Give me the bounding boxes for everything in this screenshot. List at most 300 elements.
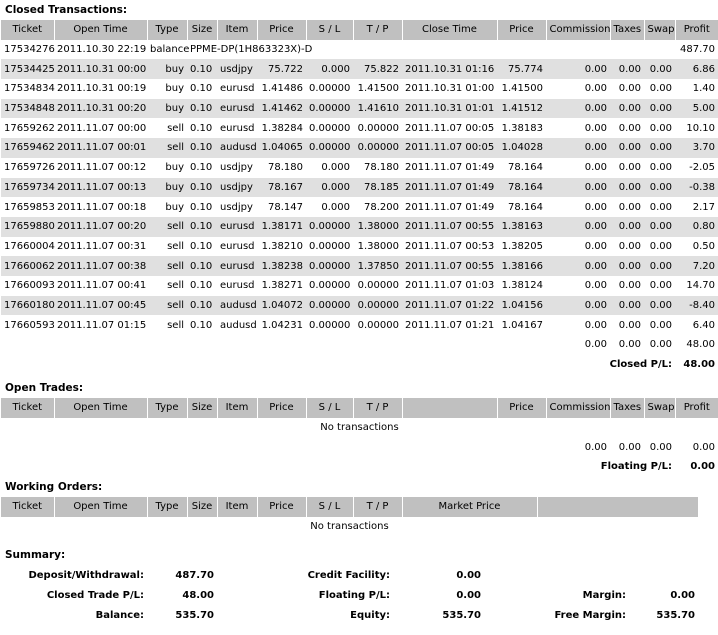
- table-row: [1, 217, 718, 237]
- equity-value: 535.70: [442, 610, 481, 621]
- data-cell: 1.40: [692, 83, 715, 95]
- data-cell: 3.70: [675, 138, 718, 158]
- data-cell: 0.00: [618, 280, 641, 292]
- data-cell: 0.00000: [353, 296, 402, 316]
- total-swap: 0.00: [649, 339, 672, 351]
- data-cell: 0.00: [644, 178, 675, 198]
- data-cell: 0.10: [187, 217, 217, 237]
- data-cell: 1.37850: [353, 256, 402, 276]
- data-cell: 0.00: [610, 296, 644, 316]
- closed-trade-pl-value: 48.00: [182, 590, 214, 601]
- summary-table: [1, 566, 698, 626]
- column-header: Open Time: [54, 398, 147, 418]
- data-cell: 1.41512: [497, 99, 546, 119]
- free-margin-value: 535.70: [656, 610, 695, 621]
- data-cell: 0.10: [190, 240, 213, 252]
- data-cell: 0.10: [187, 178, 217, 198]
- data-cell: 0.00: [644, 99, 675, 119]
- data-cell: 2011.11.07 01:03: [405, 280, 495, 292]
- data-cell: buy: [165, 162, 184, 174]
- data-cell: 0.00: [618, 319, 641, 331]
- table-row: [1, 99, 718, 119]
- data-cell: usdjpy: [220, 162, 253, 174]
- data-cell: 2011.11.07 00:55: [402, 217, 497, 237]
- floating-pl-row: [1, 457, 718, 477]
- working-orders-title: Working Orders:: [5, 481, 103, 493]
- data-cell: 0.00: [649, 240, 672, 252]
- data-cell: 0.00: [546, 178, 610, 198]
- data-cell: 1.41486: [261, 83, 303, 95]
- data-cell: eurusd: [220, 240, 255, 252]
- data-cell: 6.86: [675, 59, 718, 79]
- comment-cell: PPME-DP(1H863323X)-D: [190, 44, 313, 56]
- column-header: Profit: [675, 20, 718, 40]
- data-cell: 0.00: [649, 83, 672, 95]
- data-cell: 0.10: [190, 162, 213, 174]
- data-cell: 0.00: [644, 138, 675, 158]
- data-cell: 0.50: [692, 240, 715, 252]
- summary-empty-cell: [484, 566, 629, 586]
- closed-totals-row: [1, 335, 718, 355]
- data-cell: 0.00: [610, 138, 644, 158]
- data-cell: 2011.10.31 00:20: [54, 99, 147, 119]
- table-row: [1, 237, 718, 257]
- data-cell: buy: [165, 201, 184, 213]
- data-cell: 0.00: [610, 217, 644, 237]
- data-cell: 0.00: [584, 280, 607, 292]
- data-cell: usdjpy: [220, 201, 253, 213]
- column-header: Price: [497, 20, 546, 40]
- data-cell: 2011.10.31 00:19: [57, 83, 147, 95]
- open-trades-title: Open Trades:: [5, 382, 84, 394]
- margin-value: 0.00: [670, 590, 695, 601]
- data-cell: 0.00: [644, 256, 675, 276]
- column-header: Market Price: [402, 497, 537, 517]
- data-cell: 0.00000: [309, 240, 351, 252]
- data-cell: 17660093: [4, 280, 55, 292]
- table-row: [1, 315, 718, 335]
- data-cell: 0.00000: [306, 296, 353, 316]
- data-cell: 0.00: [649, 201, 672, 213]
- data-cell: 17659726: [4, 162, 55, 174]
- total-commission: 0.00: [584, 441, 607, 453]
- data-cell: 0.00: [584, 240, 607, 252]
- data-cell: sell: [147, 256, 187, 276]
- data-cell: 0.00: [584, 162, 607, 174]
- data-cell: 17659262: [4, 122, 55, 134]
- data-cell: 0.00: [644, 296, 675, 316]
- data-cell: eurusd: [217, 256, 257, 276]
- data-cell: 0.000: [321, 162, 350, 174]
- data-cell: 0.00: [649, 122, 672, 134]
- total-taxes: 0.00: [618, 441, 641, 453]
- column-header: Ticket: [1, 20, 54, 40]
- data-cell: 0.00: [644, 217, 675, 237]
- data-cell: 0.10: [190, 83, 213, 95]
- data-cell: eurusd: [220, 83, 255, 95]
- ticket-cell: 17534276: [4, 44, 55, 56]
- column-header: S / L: [306, 497, 353, 517]
- column-header: Item: [217, 497, 257, 517]
- data-cell: 2011.11.07 00:18: [57, 201, 147, 213]
- data-cell: 2011.11.07 00:13: [54, 178, 147, 198]
- data-cell: 1.04167: [501, 319, 543, 331]
- data-cell: 1.38163: [497, 217, 546, 237]
- column-header: Close Time: [402, 20, 497, 40]
- data-cell: 78.164: [508, 201, 543, 213]
- data-cell: 2011.11.07 00:53: [405, 240, 495, 252]
- data-cell: buy: [147, 99, 187, 119]
- table-row: [1, 296, 718, 316]
- data-cell: 2011.11.07 01:49: [405, 162, 495, 174]
- table-row: [1, 158, 718, 178]
- data-cell: 0.10: [190, 319, 213, 331]
- data-cell: 0.10: [187, 256, 217, 276]
- table-row: [1, 178, 718, 198]
- data-cell: 78.200: [364, 201, 399, 213]
- column-header: Type: [147, 20, 187, 40]
- data-cell: 0.00: [644, 59, 675, 79]
- deposit-label: Deposit/Withdrawal:: [28, 570, 144, 581]
- data-cell: 2011.11.07 01:21: [405, 319, 495, 331]
- data-cell: 1.41500: [357, 83, 399, 95]
- table-row: [1, 256, 718, 276]
- data-cell: 2011.11.07 01:22: [402, 296, 497, 316]
- data-cell: 1.38166: [497, 256, 546, 276]
- data-cell: 7.20: [675, 256, 718, 276]
- data-cell: 2011.11.07 00:05: [405, 122, 495, 134]
- data-cell: 1.38000: [353, 217, 402, 237]
- data-cell: 0.00000: [353, 138, 402, 158]
- closed-pl-row: [1, 355, 718, 375]
- data-cell: buy: [147, 59, 187, 79]
- data-cell: buy: [165, 83, 184, 95]
- data-cell: 0.00: [584, 122, 607, 134]
- data-cell: 0.10: [187, 99, 217, 119]
- type-cell: balance: [150, 44, 190, 56]
- data-cell: 1.04231: [261, 319, 303, 331]
- open-time-cell: 2011.10.30 22:19: [57, 44, 147, 56]
- table-row: [1, 138, 718, 158]
- data-cell: 2011.11.07 00:38: [54, 256, 147, 276]
- data-cell: 2011.11.07 00:20: [54, 217, 147, 237]
- closed-pl-label: Closed P/L:: [609, 359, 672, 371]
- column-header: Swap: [644, 20, 675, 40]
- summary-empty-cell: [629, 566, 698, 586]
- data-cell: audusd: [220, 319, 257, 331]
- data-cell: 17534834: [4, 83, 55, 95]
- data-cell: 0.000: [306, 178, 353, 198]
- data-cell: 0.00: [649, 162, 672, 174]
- data-cell: 17659462: [1, 138, 54, 158]
- no-transactions-text: No transactions: [320, 422, 399, 434]
- open-totals-row: [1, 437, 718, 457]
- data-cell: 2011.11.07 00:41: [57, 280, 147, 292]
- data-cell: 0.00: [618, 122, 641, 134]
- data-cell: 0.00000: [309, 319, 351, 331]
- data-cell: 0.00000: [306, 256, 353, 276]
- data-cell: 0.000: [321, 201, 350, 213]
- closed-trade-pl-label: Closed Trade P/L:: [46, 590, 144, 601]
- data-cell: usdjpy: [217, 178, 257, 198]
- data-cell: 0.00: [649, 319, 672, 331]
- column-header: Taxes: [610, 398, 644, 418]
- data-cell: 78.164: [508, 162, 543, 174]
- table-row: [1, 59, 718, 79]
- data-cell: 0.00: [546, 256, 610, 276]
- data-cell: 17659880: [1, 217, 54, 237]
- data-cell: 0.10: [190, 280, 213, 292]
- data-cell: 2011.11.07 01:49: [402, 178, 497, 198]
- data-cell: 0.00: [584, 83, 607, 95]
- data-cell: 0.10: [187, 296, 217, 316]
- data-cell: 0.10: [190, 201, 213, 213]
- data-cell: 1.04072: [257, 296, 306, 316]
- summary-floating-pl-label: Floating P/L:: [318, 590, 390, 601]
- data-cell: 0.00: [610, 59, 644, 79]
- column-header: Commission: [546, 20, 610, 40]
- summary-title: Summary:: [5, 549, 66, 561]
- column-header: Taxes: [610, 20, 644, 40]
- data-cell: usdjpy: [217, 59, 257, 79]
- data-cell: 0.00: [584, 319, 607, 331]
- data-cell: 0.10: [187, 59, 217, 79]
- column-header: Price: [257, 20, 306, 40]
- column-header: Size: [187, 398, 217, 418]
- data-cell: -8.40: [675, 296, 718, 316]
- data-cell: 1.38210: [261, 240, 303, 252]
- table-header-row: [1, 497, 698, 517]
- data-cell: 5.00: [675, 99, 718, 119]
- column-header: S / L: [306, 20, 353, 40]
- data-cell: 1.41462: [257, 99, 306, 119]
- data-cell: buy: [147, 178, 187, 198]
- data-cell: audusd: [217, 138, 257, 158]
- data-cell: 0.00: [610, 99, 644, 119]
- data-cell: 2011.11.07 00:31: [57, 240, 147, 252]
- data-cell: sell: [147, 217, 187, 237]
- column-header: T / P: [353, 20, 402, 40]
- empty-row: [1, 418, 718, 438]
- table-row: [1, 197, 718, 217]
- data-cell: 0.00: [546, 99, 610, 119]
- credit-facility-value: 0.00: [456, 570, 481, 581]
- profit-cell: 487.70: [680, 44, 715, 56]
- table-row: [1, 118, 718, 138]
- data-cell: 17534848: [1, 99, 54, 119]
- data-cell: sell: [167, 240, 184, 252]
- total-profit: 48.00: [686, 339, 715, 351]
- data-cell: 0.00: [618, 83, 641, 95]
- data-cell: 2011.11.07 01:49: [405, 201, 495, 213]
- data-cell: sell: [167, 122, 184, 134]
- total-swap: 0.00: [649, 441, 672, 453]
- data-cell: 0.00000: [357, 319, 399, 331]
- data-cell: 0.00000: [309, 83, 351, 95]
- data-cell: 0.00000: [306, 99, 353, 119]
- data-cell: 2011.11.07 00:05: [402, 138, 497, 158]
- total-commission: 0.00: [584, 339, 607, 351]
- data-cell: 17660180: [1, 296, 54, 316]
- data-cell: sell: [167, 319, 184, 331]
- column-header: [402, 398, 497, 418]
- data-cell: eurusd: [220, 280, 255, 292]
- data-cell: 17534425: [1, 59, 54, 79]
- data-cell: 1.04065: [257, 138, 306, 158]
- closed-transactions-table: [1, 20, 718, 374]
- margin-label: Margin:: [582, 590, 626, 601]
- data-cell: -0.38: [675, 178, 718, 198]
- column-header: Profit: [675, 398, 718, 418]
- data-cell: 0.00000: [309, 280, 351, 292]
- data-cell: 17660593: [4, 319, 55, 331]
- column-header: Price: [257, 497, 306, 517]
- data-cell: 2011.11.07 00:12: [57, 162, 147, 174]
- data-cell: 0.000: [306, 59, 353, 79]
- data-cell: 0.00000: [309, 122, 351, 134]
- data-cell: 17660004: [4, 240, 55, 252]
- column-header: [537, 497, 698, 517]
- data-cell: 78.147: [268, 201, 303, 213]
- data-cell: 0.10: [187, 138, 217, 158]
- table-row: [1, 276, 718, 296]
- data-cell: 2011.11.07 00:45: [54, 296, 147, 316]
- data-cell: 2011.11.07 01:15: [57, 319, 147, 331]
- data-cell: 0.00: [618, 201, 641, 213]
- data-cell: 78.180: [268, 162, 303, 174]
- balance-label: Balance:: [95, 610, 144, 621]
- data-cell: 0.00000: [306, 217, 353, 237]
- data-cell: 0.00: [610, 256, 644, 276]
- data-cell: 2011.11.07 00:00: [57, 122, 147, 134]
- column-header: Ticket: [1, 497, 54, 517]
- table-header-row: [1, 20, 718, 40]
- data-cell: eurusd: [217, 99, 257, 119]
- deposit-value: 487.70: [175, 570, 214, 581]
- column-header: Size: [187, 20, 217, 40]
- data-cell: 0.00: [610, 178, 644, 198]
- data-cell: 0.00: [649, 280, 672, 292]
- data-cell: 14.70: [686, 280, 715, 292]
- data-cell: 0.00: [546, 296, 610, 316]
- table-row: [1, 40, 718, 60]
- data-cell: 1.41500: [501, 83, 543, 95]
- data-cell: 0.10: [190, 122, 213, 134]
- data-cell: -2.05: [689, 162, 715, 174]
- table-header-row: [1, 398, 718, 418]
- data-cell: 1.41610: [353, 99, 402, 119]
- data-cell: 1.38124: [501, 280, 543, 292]
- data-cell: 2011.10.31 01:16: [402, 59, 497, 79]
- data-cell: 75.774: [497, 59, 546, 79]
- data-cell: 2011.10.31 01:00: [405, 83, 495, 95]
- column-header: Type: [147, 497, 187, 517]
- data-cell: 0.00000: [357, 280, 399, 292]
- data-cell: 0.00000: [357, 122, 399, 134]
- data-cell: sell: [147, 296, 187, 316]
- table-row: [1, 79, 718, 99]
- data-cell: 1.38238: [257, 256, 306, 276]
- data-cell: 2011.10.31 01:01: [402, 99, 497, 119]
- data-cell: 2011.10.31 00:00: [54, 59, 147, 79]
- data-cell: eurusd: [220, 122, 255, 134]
- open-trades-table: [1, 398, 718, 477]
- data-cell: 1.04028: [497, 138, 546, 158]
- floating-pl-value: 0.00: [690, 461, 715, 473]
- data-cell: 6.40: [692, 319, 715, 331]
- floating-pl-label: Floating P/L:: [600, 461, 672, 473]
- equity-label: Equity:: [350, 610, 390, 621]
- column-header: Item: [217, 398, 257, 418]
- data-cell: 0.00: [584, 201, 607, 213]
- no-transactions-text: No transactions: [310, 521, 389, 533]
- data-cell: 2011.11.07 00:01: [54, 138, 147, 158]
- data-cell: sell: [167, 280, 184, 292]
- total-profit: 0.00: [692, 441, 715, 453]
- free-margin-label: Free Margin:: [554, 610, 626, 621]
- data-cell: audusd: [217, 296, 257, 316]
- column-header: Commission: [546, 398, 610, 418]
- empty-cell: [1, 437, 546, 457]
- data-cell: 78.180: [364, 162, 399, 174]
- data-cell: 0.80: [675, 217, 718, 237]
- data-cell: 0.00: [546, 138, 610, 158]
- data-cell: 78.185: [353, 178, 402, 198]
- empty-cell: [1, 457, 546, 477]
- column-header: Price: [497, 398, 546, 418]
- data-cell: 1.38205: [501, 240, 543, 252]
- data-cell: 17660062: [1, 256, 54, 276]
- data-cell: 0.00: [618, 162, 641, 174]
- data-cell: 10.10: [686, 122, 715, 134]
- column-header: Swap: [644, 398, 675, 418]
- data-cell: sell: [147, 138, 187, 158]
- data-cell: 1.38284: [261, 122, 303, 134]
- column-header: Price: [257, 398, 306, 418]
- data-cell: 75.822: [353, 59, 402, 79]
- data-cell: 1.38183: [501, 122, 543, 134]
- column-header: T / P: [353, 398, 402, 418]
- summary-floating-pl-value: 0.00: [456, 590, 481, 601]
- working-orders-table: [1, 497, 698, 536]
- column-header: Ticket: [1, 398, 54, 418]
- data-cell: 0.00: [618, 240, 641, 252]
- credit-facility-label: Credit Facility:: [307, 570, 390, 581]
- column-header: Open Time: [54, 497, 147, 517]
- data-cell: 2011.11.07 00:55: [402, 256, 497, 276]
- data-cell: 1.38271: [261, 280, 303, 292]
- column-header: S / L: [306, 398, 353, 418]
- empty-cell: [1, 355, 546, 375]
- column-header: Size: [187, 497, 217, 517]
- column-header: Item: [217, 20, 257, 40]
- data-cell: 78.167: [257, 178, 306, 198]
- balance-value: 535.70: [175, 610, 214, 621]
- data-cell: 2.17: [692, 201, 715, 213]
- data-cell: 1.38171: [257, 217, 306, 237]
- data-cell: 0.00000: [306, 138, 353, 158]
- total-taxes: 0.00: [618, 339, 641, 351]
- empty-cell: [1, 335, 546, 355]
- closed-transactions-title: Closed Transactions:: [5, 4, 128, 16]
- data-cell: 17659853: [4, 201, 55, 213]
- data-cell: 78.164: [497, 178, 546, 198]
- empty-row: [1, 517, 698, 537]
- column-header: T / P: [353, 497, 402, 517]
- data-cell: 0.00: [546, 217, 610, 237]
- closed-pl-value: 48.00: [683, 359, 715, 371]
- column-header: Type: [147, 398, 187, 418]
